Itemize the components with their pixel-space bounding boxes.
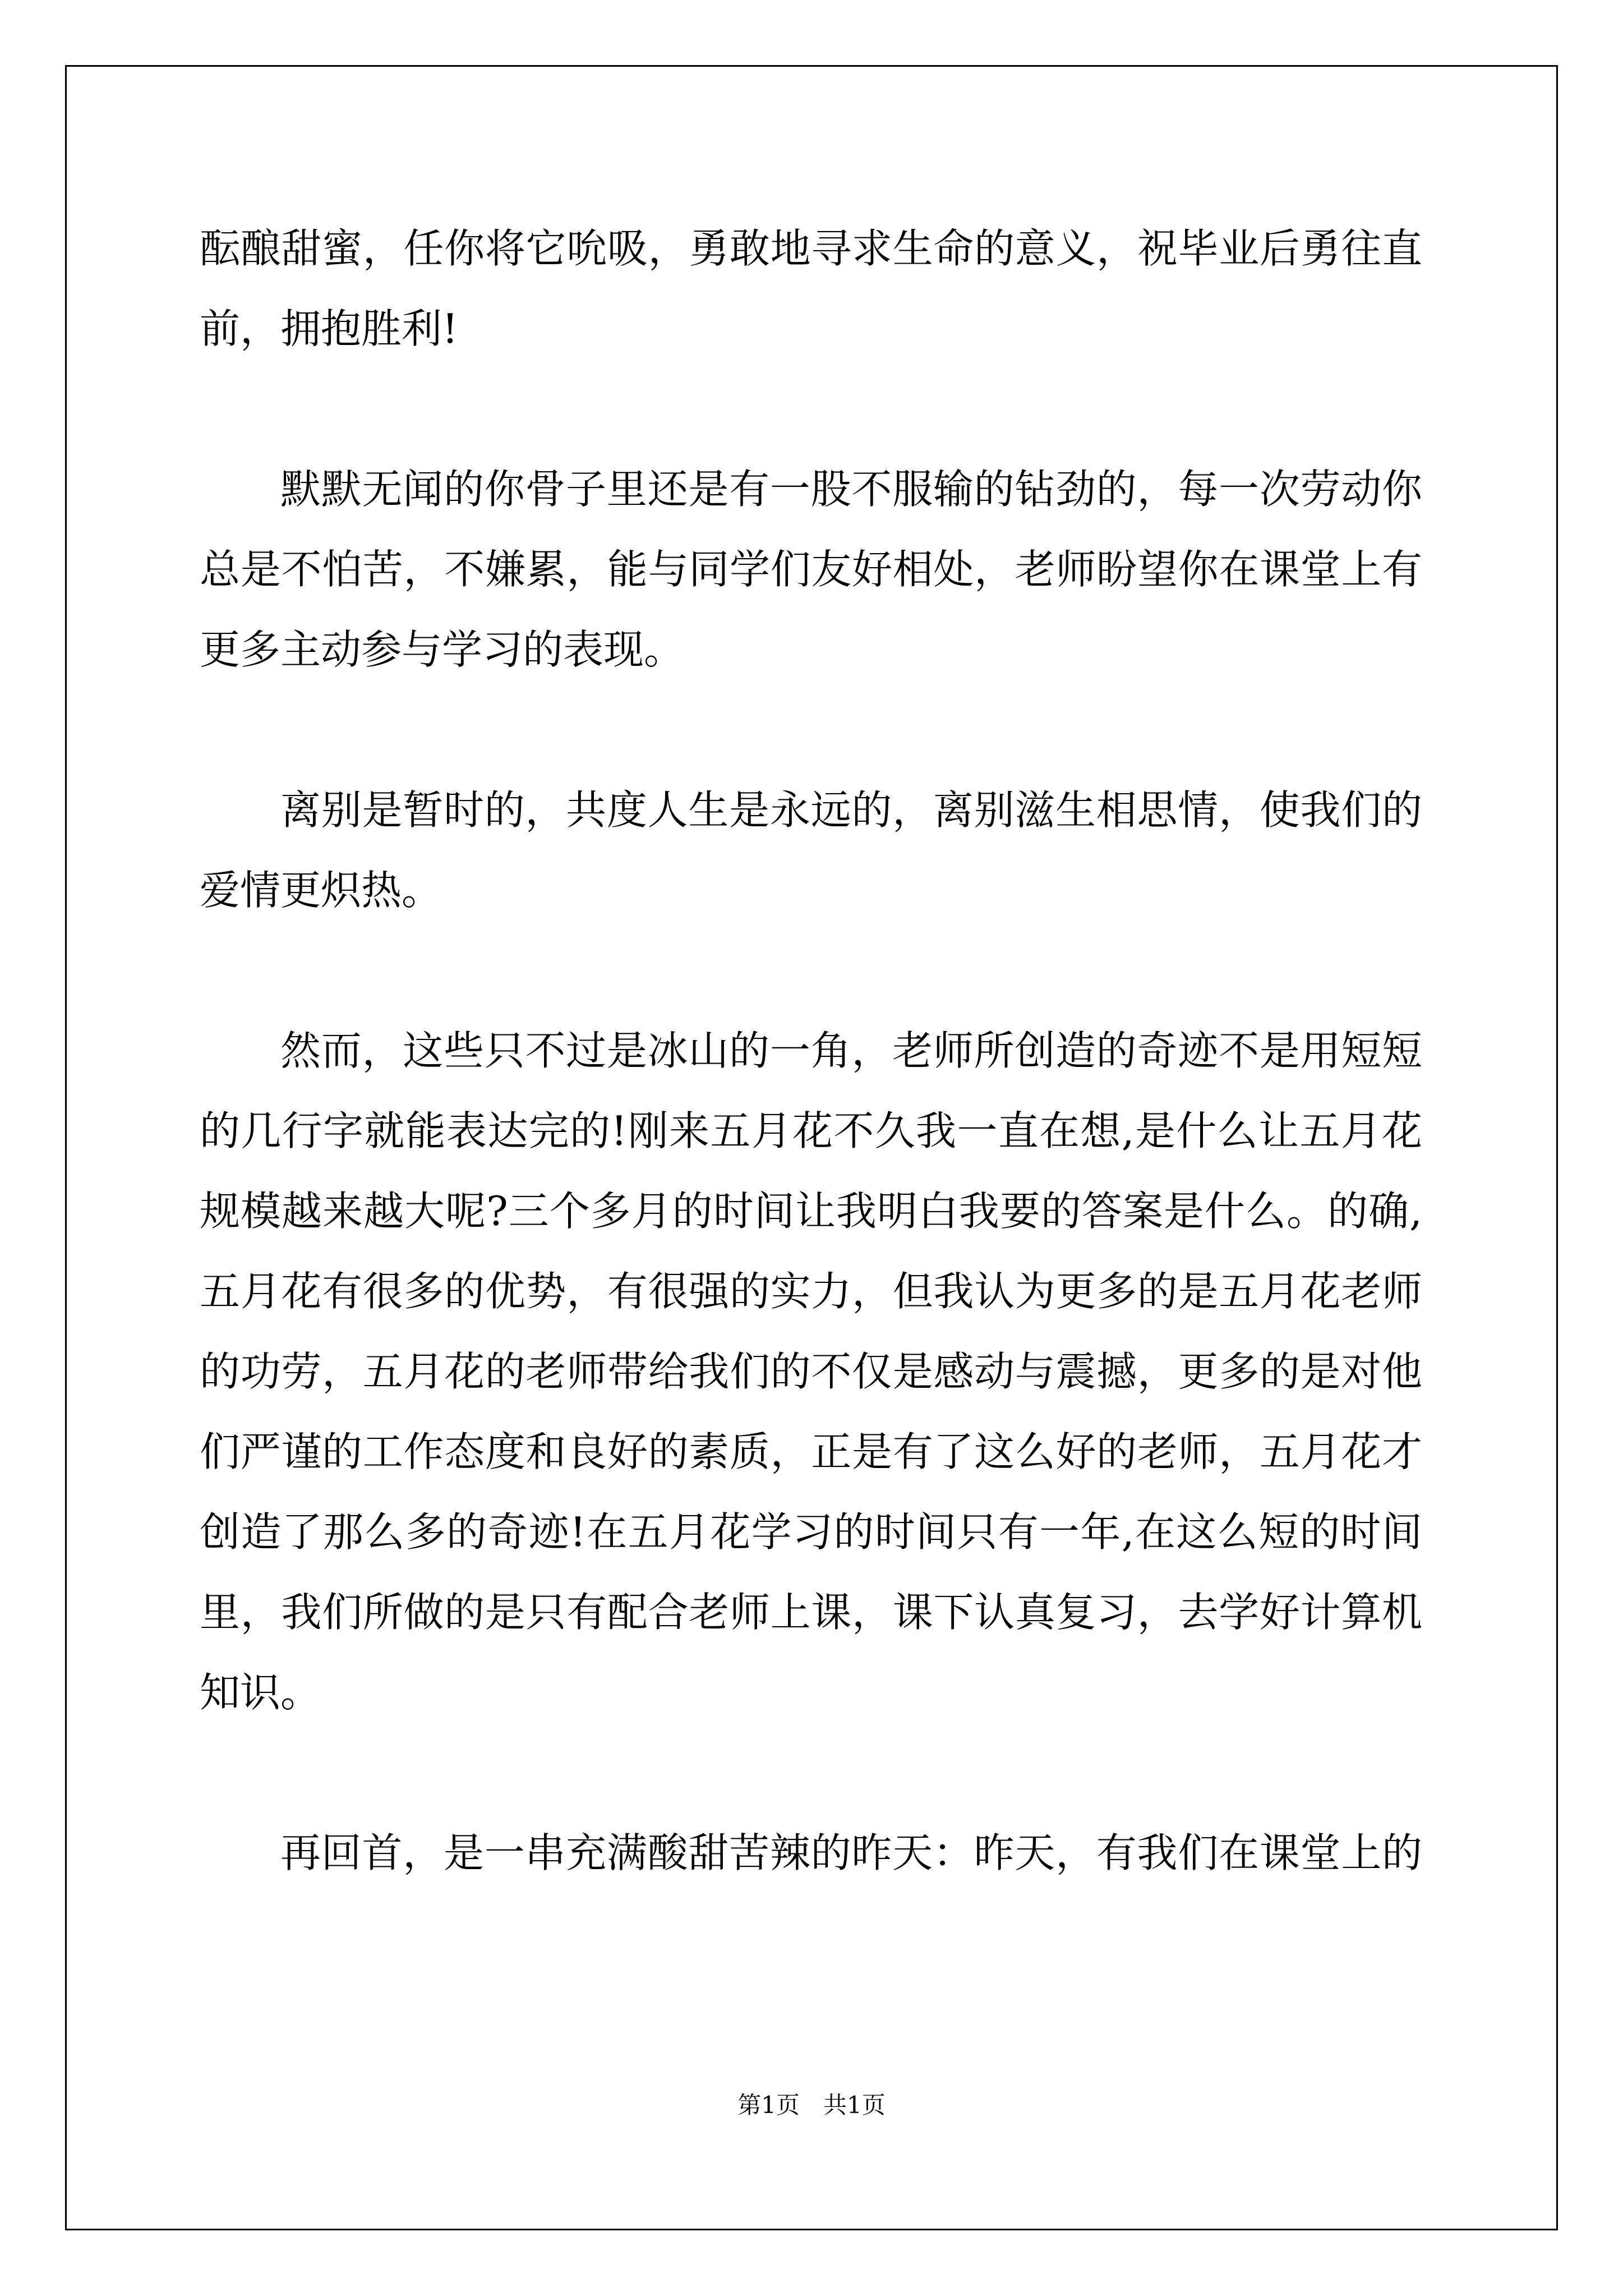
text-line: 更多主动参与学习的表现。 <box>200 626 685 673</box>
text-line: 酝酿甜蜜，任你将它吮吸，勇敢地寻求生命的意义，祝毕业后勇往直 <box>200 225 1422 272</box>
text-line: 的功劳，五月花的老师带给我们的不仅是感动与震撼，更多的是对他 <box>200 1348 1422 1395</box>
text-line: 规模越来越大呢?三个多月的时间让我明白我要的答案是什么。的确, <box>200 1188 1422 1235</box>
paragraph-first-line: 离别是暂时的，共度人生是永远的，离别滋生相思情，使我们的 <box>280 786 1422 834</box>
document-body <box>200 209 1422 1893</box>
text-line: 爱情更炽热。 <box>200 867 442 914</box>
text-line: 创造了那么多的奇迹!在五月花学习的时间只有一年,在这么短的时间 <box>200 1508 1422 1556</box>
page-number-footer: 第1页 共1页 <box>737 2091 886 2119</box>
paragraph-first-line: 再回首，是一串充满酸甜苦辣的昨天：昨天，有我们在课堂上的 <box>280 1829 1422 1876</box>
text-line: 们严谨的工作态度和良好的素质，正是有了这么好的老师，五月花才 <box>200 1428 1422 1475</box>
paragraph-first-line: 默默无闻的你骨子里还是有一股不服输的钻劲的，每一次劳动你 <box>280 466 1422 513</box>
text-line: 里，我们所做的是只有配合老师上课，课下认真复习，去学好计算机 <box>200 1589 1422 1636</box>
text-line: 的几行字就能表达完的!刚来五月花不久我一直在想,是什么让五月花 <box>200 1107 1422 1154</box>
text-line: 前，拥抱胜利! <box>200 305 458 352</box>
text-line: 五月花有很多的优势，有很强的实力，但我认为更多的是五月花老师 <box>200 1268 1422 1315</box>
text-line: 知识。 <box>200 1669 321 1716</box>
paragraph-first-line: 然而，这些只不过是冰山的一角，老师所创造的奇迹不是用短短 <box>280 1027 1422 1074</box>
text-line: 总是不怕苦，不嫌累，能与同学们友好相处，老师盼望你在课堂上有 <box>200 546 1422 593</box>
